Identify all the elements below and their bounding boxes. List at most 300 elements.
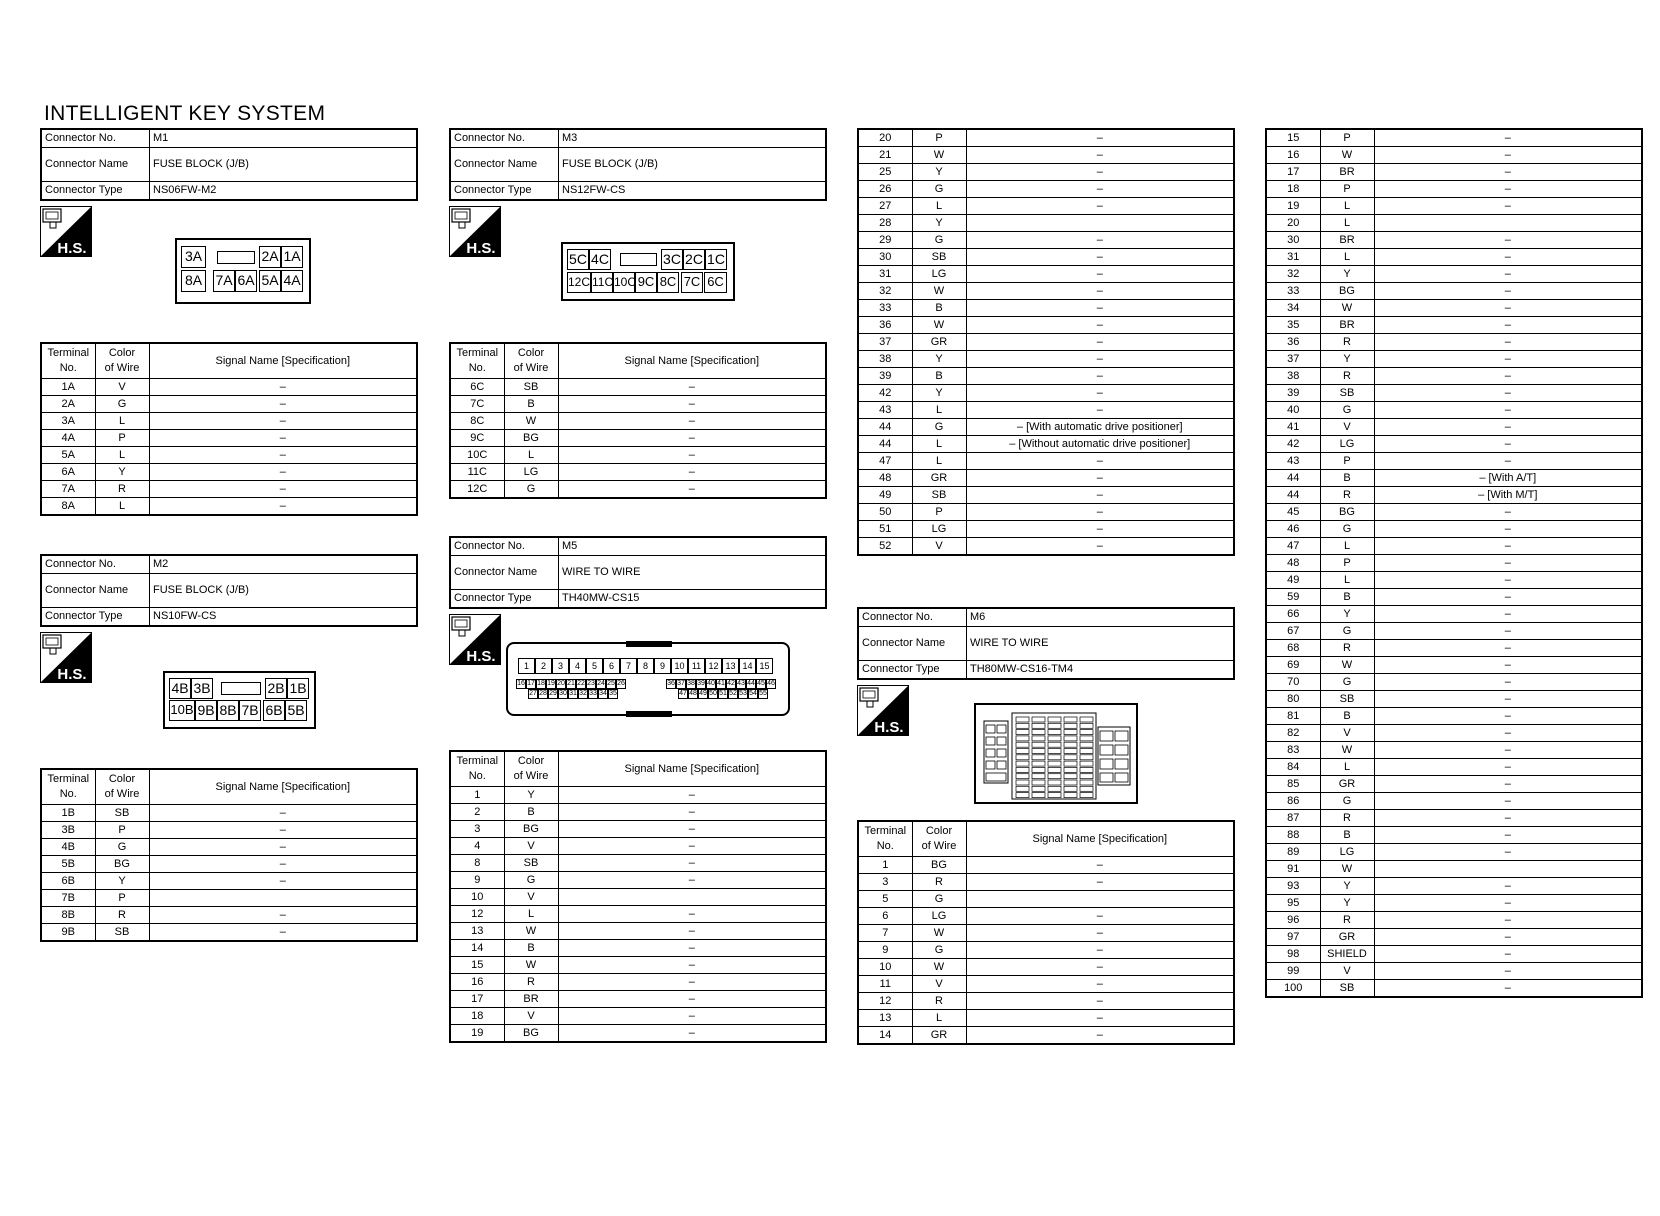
signal-name: –: [558, 821, 826, 838]
wire-color: L: [912, 453, 966, 470]
connector-type-value: NS06FW-M2: [150, 182, 418, 201]
terminal-no: 93: [1266, 878, 1320, 895]
terminal-no: 47: [858, 453, 912, 470]
table-row: [1266, 402, 1642, 419]
pin-label: 10B: [169, 700, 195, 721]
pin-label: 5B: [285, 700, 307, 721]
table-row: [1266, 487, 1642, 504]
terminal-no: 46: [1266, 521, 1320, 538]
signal-name: –: [149, 498, 417, 516]
table-row: [1266, 368, 1642, 385]
terminal-no: 51: [858, 521, 912, 538]
wire-color: L: [1320, 538, 1374, 555]
wire-color: LG: [1320, 844, 1374, 861]
signal-name: [558, 889, 826, 906]
table-row: [450, 923, 826, 940]
col-header-signal: Signal Name [Specification]: [966, 821, 1234, 857]
table-row: [1266, 589, 1642, 606]
table-row: [450, 906, 826, 923]
terminal-no: 18: [450, 1008, 504, 1025]
pin-label: 52: [729, 690, 737, 697]
pin-label: 50: [709, 690, 717, 697]
table-row: [1266, 147, 1642, 164]
table-row: [858, 1010, 1234, 1027]
signal-name: –: [149, 924, 417, 942]
wire-color: BG: [1320, 283, 1374, 300]
table-row: [1266, 793, 1642, 810]
signal-name: –: [966, 147, 1234, 164]
pin-label: 12C: [567, 272, 591, 293]
pin-label: 40: [707, 680, 715, 687]
table-row: [450, 957, 826, 974]
pin-label: 8B: [217, 700, 239, 721]
wire-color: P: [1320, 129, 1374, 147]
table-header-row: [450, 751, 826, 787]
table-row: [1266, 129, 1642, 147]
col-header-color: Color of Wire: [912, 821, 966, 857]
terminal-no: 13: [450, 923, 504, 940]
hs-label: H.S.: [466, 648, 496, 665]
table-row: [41, 805, 417, 822]
table-row: [1266, 266, 1642, 283]
terminal-no: 44: [1266, 487, 1320, 504]
terminal-no: 27: [858, 198, 912, 215]
signal-name: –: [558, 906, 826, 923]
signal-name: –: [149, 873, 417, 890]
terminal-no: 86: [1266, 793, 1320, 810]
wire-color: R: [1320, 912, 1374, 929]
table-row: [450, 1025, 826, 1043]
wire-color: G: [912, 942, 966, 959]
terminal-no: 36: [858, 317, 912, 334]
pin-label: 3C: [661, 249, 683, 270]
terminal-no: 100: [1266, 980, 1320, 998]
signal-name: –: [1374, 708, 1642, 725]
table-row: [450, 396, 826, 413]
signal-name: –: [1374, 232, 1642, 249]
signal-name: –: [1374, 725, 1642, 742]
col-header-signal: Signal Name [Specification]: [558, 343, 826, 379]
pin-label: 8: [637, 658, 654, 674]
table-row: [450, 481, 826, 499]
wire-color: L: [1320, 759, 1374, 776]
table-row: [41, 481, 417, 498]
pin-label: 20: [557, 680, 565, 687]
wire-color: W: [504, 413, 558, 430]
terminal-no: 3B: [41, 822, 95, 839]
table-row: [450, 430, 826, 447]
terminal-no: 11C: [450, 464, 504, 481]
label-connector-name: Connector Name: [450, 556, 559, 590]
wire-color: L: [504, 447, 558, 464]
pin-label: 4C: [589, 249, 611, 270]
signal-name: – [With automatic drive positioner]: [966, 419, 1234, 436]
wire-color: L: [1320, 198, 1374, 215]
wire-color: G: [912, 232, 966, 249]
pin-table: [857, 820, 1235, 1045]
connector-m5-pin-table-continued: [857, 128, 1235, 556]
signal-name: –: [1374, 980, 1642, 998]
table-row: [41, 413, 417, 430]
signal-name: –: [149, 805, 417, 822]
wire-color: G: [1320, 623, 1374, 640]
pin-label: 8A: [181, 270, 206, 292]
table-row: [1266, 980, 1642, 998]
terminal-no: 6A: [41, 464, 95, 481]
signal-name: –: [966, 942, 1234, 959]
label-connector-no: Connector No.: [41, 555, 150, 574]
table-row: [1266, 283, 1642, 300]
table-row: [858, 351, 1234, 368]
signal-name: –: [966, 198, 1234, 215]
terminal-no: 7: [858, 925, 912, 942]
connector-m6-pin-table: [857, 820, 1235, 1045]
terminal-no: 9: [450, 872, 504, 889]
signal-name: –: [1374, 912, 1642, 929]
table-row: [858, 129, 1234, 147]
terminal-no: 96: [1266, 912, 1320, 929]
label-connector-no: Connector No.: [41, 129, 150, 148]
wire-color: Y: [95, 464, 149, 481]
pin-label: 19: [547, 680, 555, 687]
wire-color: LG: [912, 521, 966, 538]
pin-label: 47: [679, 690, 687, 697]
pin-label: 4B: [169, 678, 191, 699]
terminal-no: 40: [1266, 402, 1320, 419]
signal-name: –: [1374, 589, 1642, 606]
table-row: [1266, 555, 1642, 572]
col-header-terminal: Terminal No.: [41, 343, 95, 379]
signal-name: –: [1374, 827, 1642, 844]
pin-label: 32: [579, 690, 587, 697]
terminal-no: 1: [858, 857, 912, 874]
pin-label: 3B: [191, 678, 213, 699]
terminal-no: 7A: [41, 481, 95, 498]
table-row: [858, 487, 1234, 504]
wire-color: L: [95, 413, 149, 430]
wire-color: G: [1320, 521, 1374, 538]
pin-label: 25: [607, 680, 615, 687]
wire-color: B: [1320, 470, 1374, 487]
table-row: [450, 872, 826, 889]
pin-label: 2B: [265, 678, 287, 699]
terminal-no: 2A: [41, 396, 95, 413]
signal-name: –: [558, 991, 826, 1008]
signal-name: –: [1374, 453, 1642, 470]
terminal-no: 14: [858, 1027, 912, 1045]
table-row: [858, 232, 1234, 249]
connector-m1-face-diagram: [175, 238, 311, 304]
signal-name: –: [1374, 385, 1642, 402]
terminal-no: 44: [1266, 470, 1320, 487]
wire-color: V: [1320, 419, 1374, 436]
pin-label: 13: [722, 658, 739, 674]
wire-color: P: [1320, 453, 1374, 470]
connector-name-value: WIRE TO WIRE: [967, 627, 1235, 661]
wire-color: SB: [1320, 385, 1374, 402]
table-header-row: [41, 343, 417, 379]
terminal-no: 3: [858, 874, 912, 891]
signal-name: –: [966, 453, 1234, 470]
wire-color: G: [912, 891, 966, 908]
terminal-no: 48: [1266, 555, 1320, 572]
wire-color: G: [504, 872, 558, 889]
col-header-signal: Signal Name [Specification]: [149, 769, 417, 805]
signal-name: –: [966, 857, 1234, 874]
table-row: [858, 891, 1234, 908]
signal-name: –: [966, 487, 1234, 504]
table-row: [858, 874, 1234, 891]
wire-color: V: [504, 1008, 558, 1025]
wire-color: B: [912, 368, 966, 385]
wire-color: B: [504, 396, 558, 413]
pin-label: 37: [677, 680, 685, 687]
hs-label: H.S.: [57, 240, 87, 257]
signal-name: –: [558, 1008, 826, 1025]
wire-color: W: [912, 317, 966, 334]
signal-name: –: [966, 402, 1234, 419]
terminal-no: 7B: [41, 890, 95, 907]
terminal-no: 37: [1266, 351, 1320, 368]
signal-name: –: [966, 249, 1234, 266]
table-row: [41, 430, 417, 447]
signal-name: – [Without automatic drive positioner]: [966, 436, 1234, 453]
terminal-no: 41: [1266, 419, 1320, 436]
connector-no-value: M5: [559, 537, 827, 556]
wire-color: BG: [504, 430, 558, 447]
signal-name: –: [149, 481, 417, 498]
terminal-no: 20: [858, 129, 912, 147]
pin-label: 10C: [613, 272, 635, 293]
table-row: [858, 283, 1234, 300]
table-row: [450, 940, 826, 957]
terminal-no: 91: [1266, 861, 1320, 878]
wire-color: R: [504, 974, 558, 991]
pin-label: 15: [756, 658, 773, 674]
pin-label: 2A: [259, 246, 281, 268]
label-connector-type: Connector Type: [450, 590, 559, 609]
pin-label: 39: [697, 680, 705, 687]
pin-label: 14: [739, 658, 756, 674]
signal-name: –: [558, 396, 826, 413]
pin-table: [1265, 128, 1643, 998]
connector-m6-info: [857, 607, 1235, 680]
signal-name: –: [966, 232, 1234, 249]
wire-color: G: [95, 396, 149, 413]
terminal-no: 4: [450, 838, 504, 855]
pin-label: 6: [603, 658, 620, 674]
signal-name: –: [1374, 946, 1642, 963]
terminal-no: 88: [1266, 827, 1320, 844]
wire-color: P: [912, 129, 966, 147]
table-row: [1266, 572, 1642, 589]
signal-name: –: [1374, 555, 1642, 572]
pin-label: 51: [719, 690, 727, 697]
terminal-no: 10: [450, 889, 504, 906]
pin-label: 7: [620, 658, 637, 674]
wire-color: BG: [912, 857, 966, 874]
signal-name: –: [966, 164, 1234, 181]
terminal-no: 38: [1266, 368, 1320, 385]
signal-name: –: [558, 923, 826, 940]
table-row: [858, 385, 1234, 402]
pin-label: 9B: [195, 700, 217, 721]
pin-label: 5C: [567, 249, 589, 270]
signal-name: –: [966, 470, 1234, 487]
wire-color: W: [504, 957, 558, 974]
pin-label: 6A: [235, 270, 257, 292]
signal-name: –: [966, 993, 1234, 1010]
table-row: [41, 890, 417, 907]
signal-name: [1374, 861, 1642, 878]
terminal-no: 16: [450, 974, 504, 991]
signal-name: –: [966, 959, 1234, 976]
wire-color: SB: [1320, 691, 1374, 708]
signal-name: –: [966, 129, 1234, 147]
pin-label: 4: [569, 658, 586, 674]
wire-color: Y: [1320, 606, 1374, 623]
wire-color: L: [1320, 215, 1374, 232]
terminal-no: 5: [858, 891, 912, 908]
signal-name: –: [558, 379, 826, 396]
terminal-no: 33: [858, 300, 912, 317]
wire-color: L: [95, 447, 149, 464]
signal-name: –: [966, 504, 1234, 521]
table-row: [450, 787, 826, 804]
connector-no-value: M3: [559, 129, 827, 148]
terminal-no: 42: [1266, 436, 1320, 453]
wire-color: B: [1320, 827, 1374, 844]
wire-color: BR: [1320, 317, 1374, 334]
wire-color: BG: [504, 821, 558, 838]
terminal-no: 17: [450, 991, 504, 1008]
signal-name: –: [558, 957, 826, 974]
label-connector-name: Connector Name: [450, 148, 559, 182]
wire-color: BG: [95, 856, 149, 873]
pin-label: 16: [517, 680, 525, 687]
hs-badge-icon: [449, 614, 501, 665]
pin-label: 46: [767, 680, 775, 687]
col-header-signal: Signal Name [Specification]: [149, 343, 417, 379]
table-row: [1266, 844, 1642, 861]
signal-name: –: [1374, 402, 1642, 419]
terminal-no: 4A: [41, 430, 95, 447]
terminal-no: 95: [1266, 895, 1320, 912]
terminal-no: 34: [1266, 300, 1320, 317]
terminal-no: 8: [450, 855, 504, 872]
pin-label: 7B: [239, 700, 261, 721]
terminal-no: 39: [858, 368, 912, 385]
table-row: [450, 889, 826, 906]
terminal-no: 8A: [41, 498, 95, 516]
terminal-no: 31: [858, 266, 912, 283]
terminal-no: 43: [858, 402, 912, 419]
pin-label: 7A: [213, 270, 235, 292]
terminal-no: 4B: [41, 839, 95, 856]
table-row: [1266, 759, 1642, 776]
signal-name: –: [149, 856, 417, 873]
connector-m5-pin-table: [449, 750, 827, 1043]
table-row: [858, 942, 1234, 959]
wire-color: L: [912, 198, 966, 215]
signal-name: –: [966, 300, 1234, 317]
terminal-no: 98: [1266, 946, 1320, 963]
wire-color: BG: [1320, 504, 1374, 521]
terminal-no: 47: [1266, 538, 1320, 555]
signal-name: –: [1374, 181, 1642, 198]
terminal-no: 30: [858, 249, 912, 266]
table-row: [1266, 198, 1642, 215]
pin-label: 27: [529, 690, 537, 697]
wire-color: LG: [912, 908, 966, 925]
signal-name: –: [558, 838, 826, 855]
connector-name-value: FUSE BLOCK (J/B): [150, 148, 418, 182]
wire-color: BR: [504, 991, 558, 1008]
wire-color: L: [912, 1010, 966, 1027]
wire-color: R: [1320, 334, 1374, 351]
terminal-no: 49: [1266, 572, 1320, 589]
terminal-no: 19: [450, 1025, 504, 1043]
pin-label: 28: [539, 690, 547, 697]
wire-color: R: [1320, 640, 1374, 657]
terminal-no: 89: [1266, 844, 1320, 861]
wire-color: Y: [1320, 351, 1374, 368]
signal-name: –: [1374, 164, 1642, 181]
terminal-no: 97: [1266, 929, 1320, 946]
wire-color: Y: [1320, 266, 1374, 283]
table-row: [450, 974, 826, 991]
hs-badge-icon: [40, 632, 92, 683]
table-row: [1266, 232, 1642, 249]
signal-name: –: [1374, 691, 1642, 708]
table-row: [858, 959, 1234, 976]
terminal-no: 84: [1266, 759, 1320, 776]
table-row: [1266, 215, 1642, 232]
pin-label: 29: [549, 690, 557, 697]
hs-label: H.S.: [874, 719, 904, 736]
connector-m5-info: [449, 536, 827, 609]
terminal-no: 19: [1266, 198, 1320, 215]
wire-color: L: [95, 498, 149, 516]
col-header-color: Color of Wire: [504, 751, 558, 787]
wire-color: P: [1320, 181, 1374, 198]
terminal-no: 12: [450, 906, 504, 923]
table-row: [450, 464, 826, 481]
table-row: [1266, 453, 1642, 470]
terminal-no: 21: [858, 147, 912, 164]
signal-name: –: [558, 481, 826, 499]
signal-name: –: [1374, 436, 1642, 453]
table-row: [1266, 419, 1642, 436]
terminal-no: 6B: [41, 873, 95, 890]
terminal-no: 59: [1266, 589, 1320, 606]
wire-color: V: [912, 976, 966, 993]
wire-color: SB: [912, 249, 966, 266]
signal-name: –: [966, 1027, 1234, 1045]
signal-name: –: [1374, 793, 1642, 810]
terminal-no: 39: [1266, 385, 1320, 402]
signal-name: –: [966, 385, 1234, 402]
pin-label: 49: [699, 690, 707, 697]
terminal-no: 11: [858, 976, 912, 993]
pin-label: 9C: [635, 272, 657, 293]
terminal-no: 9B: [41, 924, 95, 942]
table-row: [858, 993, 1234, 1010]
label-connector-no: Connector No.: [450, 537, 559, 556]
wire-color: P: [95, 430, 149, 447]
table-row: [450, 991, 826, 1008]
wire-color: R: [912, 993, 966, 1010]
